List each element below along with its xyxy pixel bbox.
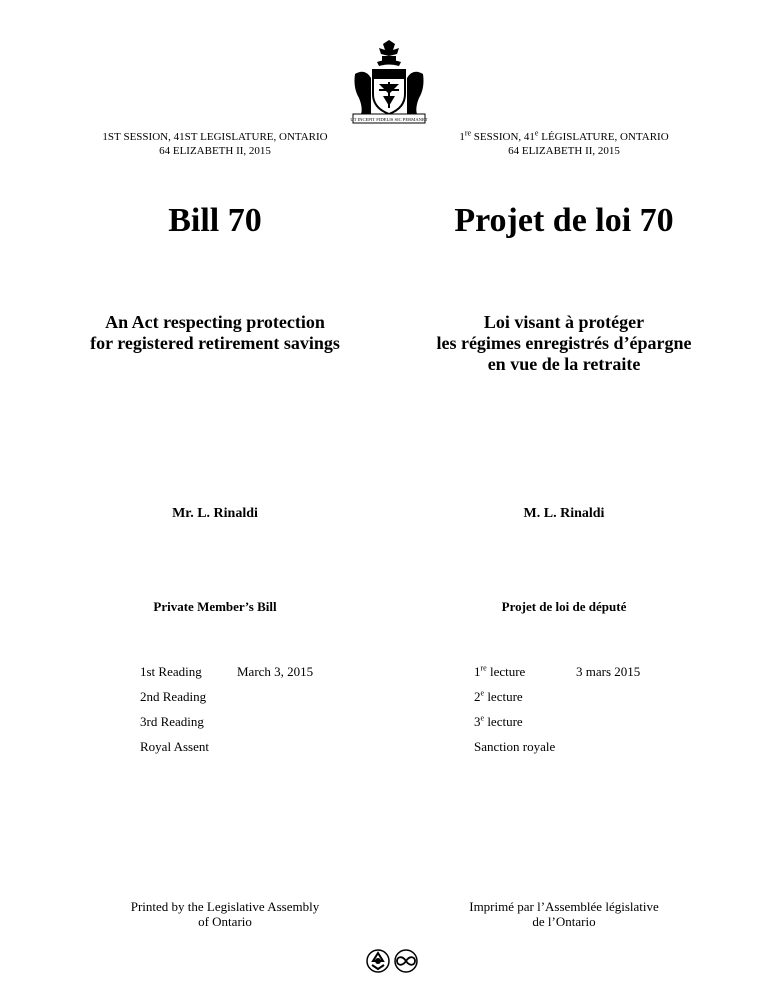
english-reading-label: 1st Reading <box>140 664 202 679</box>
french-session-info: 1re SESSION, 41e LÉGISLATURE, ONTARIO 64 ELIZABETH II, 2015 <box>394 130 734 158</box>
english-session-info: 1ST SESSION, 41ST LEGISLATURE, ONTARIO 64 ELIZABETH II, 2015 <box>40 130 390 158</box>
crest-motto: UT INCEPIT FIDELIS SIC PERMANET <box>350 117 428 122</box>
english-session-line2: 64 ELIZABETH II, 2015 <box>159 145 271 157</box>
english-bill-title: Bill 70 <box>168 202 262 239</box>
english-act-title: An Act respecting protection for registered retirement savings <box>90 312 340 353</box>
english-reading-label: 3rd Reading <box>140 714 204 729</box>
french-reading-label: Sanction royale <box>474 739 556 754</box>
french-session-line2: 64 ELIZABETH II, 2015 <box>508 145 620 157</box>
english-bill-type: Private Member’s Bill <box>153 599 277 614</box>
english-member-name: Mr. L. Rinaldi <box>172 506 258 521</box>
french-member-name: M. L. Rinaldi <box>523 506 605 521</box>
english-reading-label: 2nd Reading <box>140 689 207 704</box>
french-reading-label: 2e lecture <box>474 688 523 704</box>
footer-paper-icons <box>364 946 444 976</box>
permanent-paper-infinity-icon <box>395 950 417 972</box>
english-reading-date: March 3, 2015 <box>237 664 314 679</box>
french-bill-type: Projet de loi de député <box>501 599 627 614</box>
french-bill-title: Projet de loi 70 <box>454 202 674 239</box>
french-printer-note: Imprimé par l’Assemblée législative de l’Ontario <box>469 899 659 929</box>
ontario-coat-of-arms <box>349 38 429 124</box>
french-reading-label: 1re lecture <box>474 663 526 679</box>
english-reading-label: Royal Assent <box>140 739 209 754</box>
english-printer-note: Printed by the Legislative Assembly of Ontario <box>130 899 320 929</box>
recycled-paper-icon <box>367 950 389 972</box>
french-reading-label: 3e lecture <box>474 713 523 729</box>
french-reading-date: 3 mars 2015 <box>576 664 641 679</box>
french-act-title: Loi visant à protéger les régimes enregistrés d’épargne en vue de la retraite <box>436 312 692 374</box>
